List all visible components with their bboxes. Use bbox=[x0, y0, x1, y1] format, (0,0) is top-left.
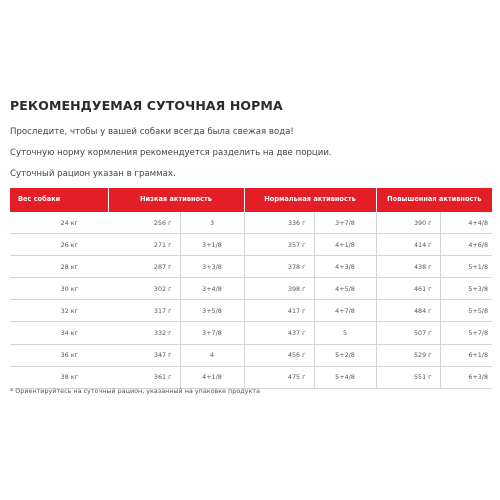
header-normal-activity: Нормальная активность bbox=[244, 188, 376, 212]
table-row bbox=[10, 256, 492, 278]
cell-weight: 32 кг bbox=[10, 300, 108, 322]
cell-weight: 30 кг bbox=[10, 278, 108, 300]
cell-low-grams: 302 г bbox=[108, 278, 180, 300]
cell-normal-grams: 398 г bbox=[244, 278, 314, 300]
cell-low-cups: 4 bbox=[180, 344, 244, 366]
cell-low-grams: 361 г bbox=[108, 366, 180, 388]
cell-high-grams: 484 г bbox=[376, 300, 440, 322]
cell-normal-grams: 437 г bbox=[244, 322, 314, 344]
cell-weight: 24 кг bbox=[10, 212, 108, 234]
cell-normal-cups: 4+1/8 bbox=[314, 234, 376, 256]
cell-normal-cups: 4+5/8 bbox=[314, 278, 376, 300]
cell-normal-grams: 475 г bbox=[244, 366, 314, 388]
cell-low-grams: 332 г bbox=[108, 322, 180, 344]
cell-weight: 34 кг bbox=[10, 322, 108, 344]
cell-high-cups: 5+3/8 bbox=[440, 278, 492, 300]
cell-normal-cups: 5+4/8 bbox=[314, 366, 376, 388]
cell-low-cups: 3+5/8 bbox=[180, 300, 244, 322]
cell-normal-cups: 3+7/8 bbox=[314, 212, 376, 234]
footnote: * Ориентируйтесь на суточный рацион, указанный на упаковке продукта bbox=[10, 387, 260, 395]
table-row bbox=[10, 322, 492, 344]
cell-low-grams: 317 г bbox=[108, 300, 180, 322]
table-header-row bbox=[10, 188, 492, 212]
cell-normal-cups: 4+3/8 bbox=[314, 256, 376, 278]
cell-normal-grams: 336 г bbox=[244, 212, 314, 234]
cell-high-grams: 461 г bbox=[376, 278, 440, 300]
cell-normal-cups: 5 bbox=[314, 322, 376, 344]
cell-weight: 28 кг bbox=[10, 256, 108, 278]
cell-normal-grams: 417 г bbox=[244, 300, 314, 322]
cell-normal-cups: 5+2/8 bbox=[314, 344, 376, 366]
cell-high-grams: 507 г bbox=[376, 322, 440, 344]
page-title: РЕКОМЕНДУЕМАЯ СУТОЧНАЯ НОРМА bbox=[10, 98, 283, 113]
table-row bbox=[10, 212, 492, 234]
cell-low-grams: 271 г bbox=[108, 234, 180, 256]
cell-high-grams: 438 г bbox=[376, 256, 440, 278]
table-row bbox=[10, 344, 492, 366]
cell-weight: 36 кг bbox=[10, 344, 108, 366]
paragraph-grams: Суточный рацион указан в граммах. bbox=[10, 169, 176, 179]
cell-low-cups: 4+1/8 bbox=[180, 366, 244, 388]
feeding-table bbox=[10, 188, 492, 389]
cell-normal-cups: 4+7/8 bbox=[314, 300, 376, 322]
cell-high-cups: 6+3/8 bbox=[440, 366, 492, 388]
cell-low-grams: 347 г bbox=[108, 344, 180, 366]
cell-low-cups: 3 bbox=[180, 212, 244, 234]
header-low-activity: Низкая активность bbox=[108, 188, 244, 212]
cell-high-cups: 5+7/8 bbox=[440, 322, 492, 344]
cell-normal-grams: 456 г bbox=[244, 344, 314, 366]
cell-high-grams: 551 г bbox=[376, 366, 440, 388]
cell-high-cups: 4+4/8 bbox=[440, 212, 492, 234]
cell-high-cups: 5+5/8 bbox=[440, 300, 492, 322]
cell-weight: 38 кг bbox=[10, 366, 108, 388]
cell-low-cups: 3+3/8 bbox=[180, 256, 244, 278]
cell-normal-grams: 357 г bbox=[244, 234, 314, 256]
table-row bbox=[10, 278, 492, 300]
table-row bbox=[10, 300, 492, 322]
header-high-activity: Повышенная активность bbox=[376, 188, 492, 212]
table-row bbox=[10, 234, 492, 256]
cell-high-cups: 6+1/8 bbox=[440, 344, 492, 366]
cell-weight: 26 кг bbox=[10, 234, 108, 256]
cell-low-grams: 287 г bbox=[108, 256, 180, 278]
cell-high-grams: 414 г bbox=[376, 234, 440, 256]
paragraph-water: Проследите, чтобы у вашей собаки всегда была свежая вода! bbox=[10, 127, 294, 137]
cell-low-cups: 3+1/8 bbox=[180, 234, 244, 256]
cell-high-grams: 390 г bbox=[376, 212, 440, 234]
cell-normal-grams: 378 г bbox=[244, 256, 314, 278]
cell-low-cups: 3+7/8 bbox=[180, 322, 244, 344]
cell-low-grams: 256 г bbox=[108, 212, 180, 234]
cell-high-cups: 5+1/8 bbox=[440, 256, 492, 278]
cell-low-cups: 3+4/8 bbox=[180, 278, 244, 300]
table-row bbox=[10, 366, 492, 388]
paragraph-portions: Суточную норму кормления рекомендуется разделить на две порции. bbox=[10, 148, 332, 158]
header-weight: Вес собаки bbox=[10, 188, 108, 212]
cell-high-cups: 4+6/8 bbox=[440, 234, 492, 256]
cell-high-grams: 529 г bbox=[376, 344, 440, 366]
